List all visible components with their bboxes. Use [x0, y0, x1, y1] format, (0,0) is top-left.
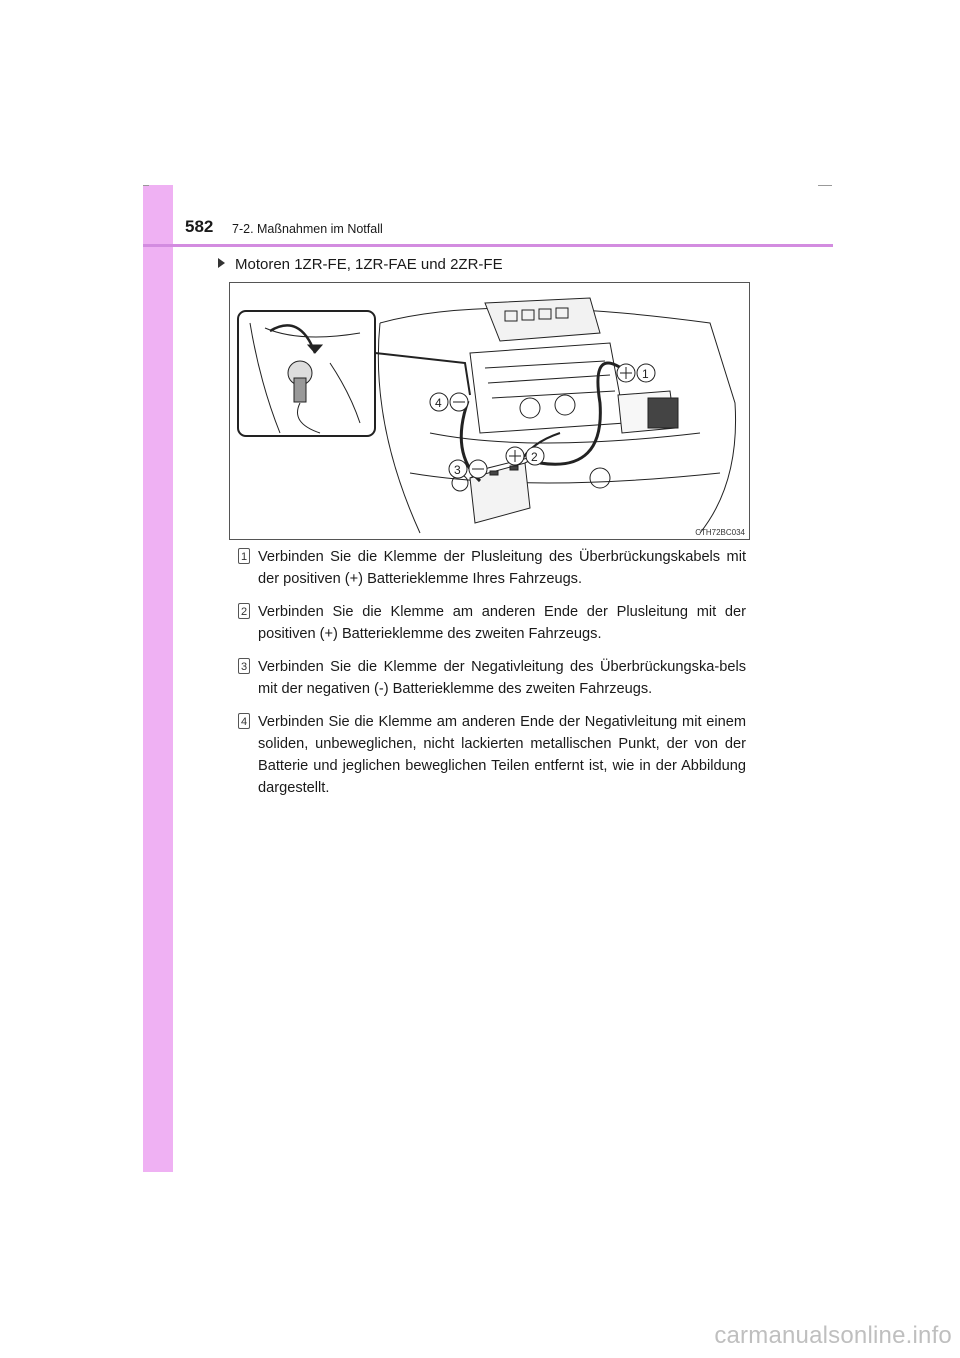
step-item: [238, 656, 746, 700]
watermark: carmanualsonline.info: [714, 1322, 952, 1349]
callout-4: 4: [435, 396, 442, 410]
step-text: Verbinden Sie die Klemme am anderen Ende der Plusleitung mit der positiven (+) Batterieklemme des zweiten Fahrzeugs.: [258, 604, 746, 642]
section-title: 7-2. Maßnahmen im Notfall: [232, 222, 383, 236]
step-item: [238, 601, 746, 645]
engine-jump-start-illustration: [229, 282, 750, 540]
callout-1: 1: [642, 367, 649, 381]
figure-code: CTH72BC034: [695, 528, 745, 537]
subheading-text: Motoren 1ZR-FE, 1ZR-FAE und 2ZR-FE: [235, 256, 503, 273]
step-text: Verbinden Sie die Klemme der Negativleitung des Überbrückungska-bels mit der negativen (-) Batterieklemme des zweiten Fahrzeugs.: [258, 659, 746, 697]
callout-2: 2: [531, 450, 538, 464]
step-number-badge: 2: [238, 603, 250, 619]
step-text: Verbinden Sie die Klemme der Plusleitung des Überbrückungskabels mit der positiven (+) Batterieklemme Ihres Fahrzeugs.: [258, 549, 746, 587]
step-list: [238, 546, 746, 810]
step-number-badge: 4: [238, 713, 250, 729]
crop-mark-right: [818, 185, 832, 186]
step-item: [238, 711, 746, 799]
engine-bay-drawing: [230, 283, 749, 539]
crop-mark-left: [143, 185, 149, 186]
header-rule: [143, 244, 833, 247]
step-text: Verbinden Sie die Klemme am anderen Ende der Negativleitung mit einem soliden, unbeweglichen, nicht lackierten metallischen Punkt, der von der Batterie und jeglichen beweglichen Teilen entfernt ist, wie in der Abbildung dargestellt.: [258, 714, 746, 796]
step-number-badge: 3: [238, 658, 250, 674]
step-number-badge: 1: [238, 548, 250, 564]
chapter-sidebar-tab: [143, 185, 173, 1172]
subheading: [218, 256, 503, 273]
step-item: [238, 546, 746, 590]
callout-3: 3: [454, 463, 461, 477]
page-number: 582: [185, 217, 214, 236]
triangle-bullet-icon: [218, 258, 225, 268]
